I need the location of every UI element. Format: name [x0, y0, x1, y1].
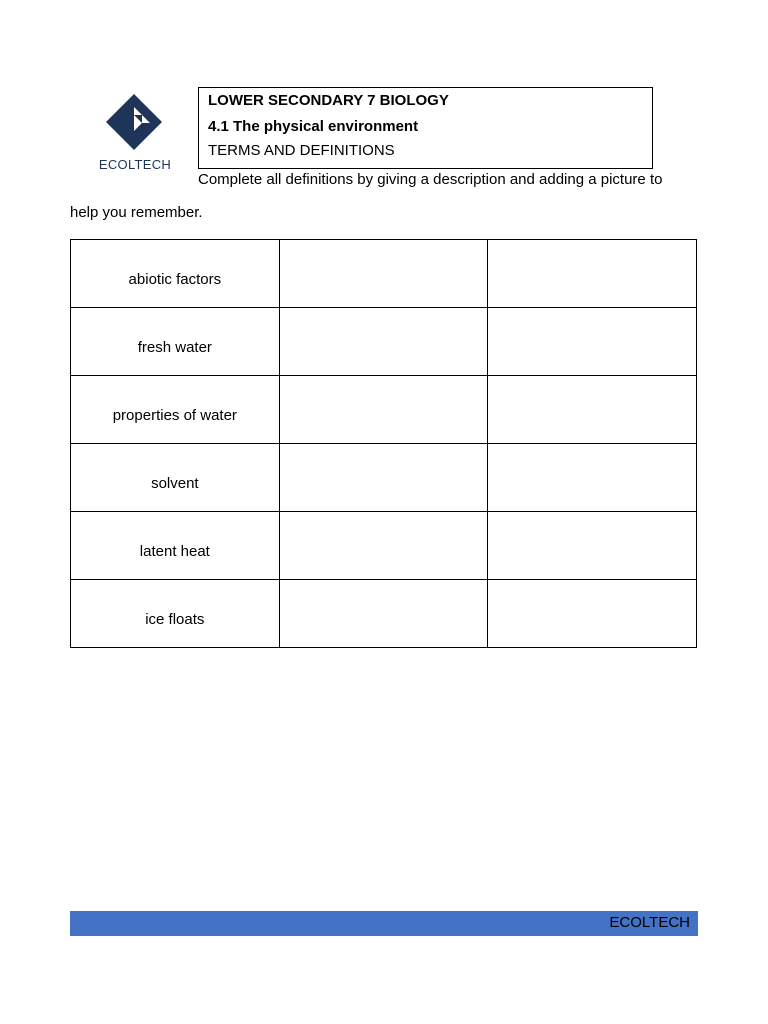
picture-cell[interactable]: [488, 512, 697, 580]
term-cell: fresh water: [71, 308, 280, 376]
footer-label: ECOLTECH: [609, 914, 690, 931]
term-cell: properties of water: [71, 376, 280, 444]
worksheet-subtitle: TERMS AND DEFINITIONS: [208, 142, 395, 159]
section-title: 4.1 The physical environment: [208, 118, 419, 135]
term-cell: ice floats: [71, 580, 280, 648]
term-cell: latent heat: [71, 512, 280, 580]
description-cell[interactable]: [279, 376, 488, 444]
table-row: [71, 308, 697, 376]
footer-bar: [70, 911, 698, 936]
description-cell[interactable]: [279, 512, 488, 580]
description-cell[interactable]: [279, 580, 488, 648]
description-cell[interactable]: [279, 444, 488, 512]
description-cell[interactable]: [279, 240, 488, 308]
term-cell: abiotic factors: [71, 240, 280, 308]
logo-wordmark: ECOLTECH: [98, 157, 172, 172]
picture-cell[interactable]: [488, 240, 697, 308]
term-cell: solvent: [71, 444, 280, 512]
table-row: [71, 580, 697, 648]
picture-cell[interactable]: [488, 308, 697, 376]
table-row: [71, 240, 697, 308]
picture-cell[interactable]: [488, 444, 697, 512]
instructions-line-1: Complete all definitions by giving a description and adding a picture to: [198, 171, 663, 188]
terms-table: [70, 239, 697, 648]
title-box: [198, 87, 653, 169]
ecoltech-logo: [90, 94, 180, 176]
picture-cell[interactable]: [488, 580, 697, 648]
picture-cell[interactable]: [488, 376, 697, 444]
table-row: [71, 512, 697, 580]
table-row: [71, 444, 697, 512]
table-row: [71, 376, 697, 444]
instructions-line-2: help you remember.: [70, 204, 203, 221]
ecoltech-diamond-icon: [104, 94, 164, 150]
course-title: LOWER SECONDARY 7 BIOLOGY: [208, 92, 449, 109]
description-cell[interactable]: [279, 308, 488, 376]
